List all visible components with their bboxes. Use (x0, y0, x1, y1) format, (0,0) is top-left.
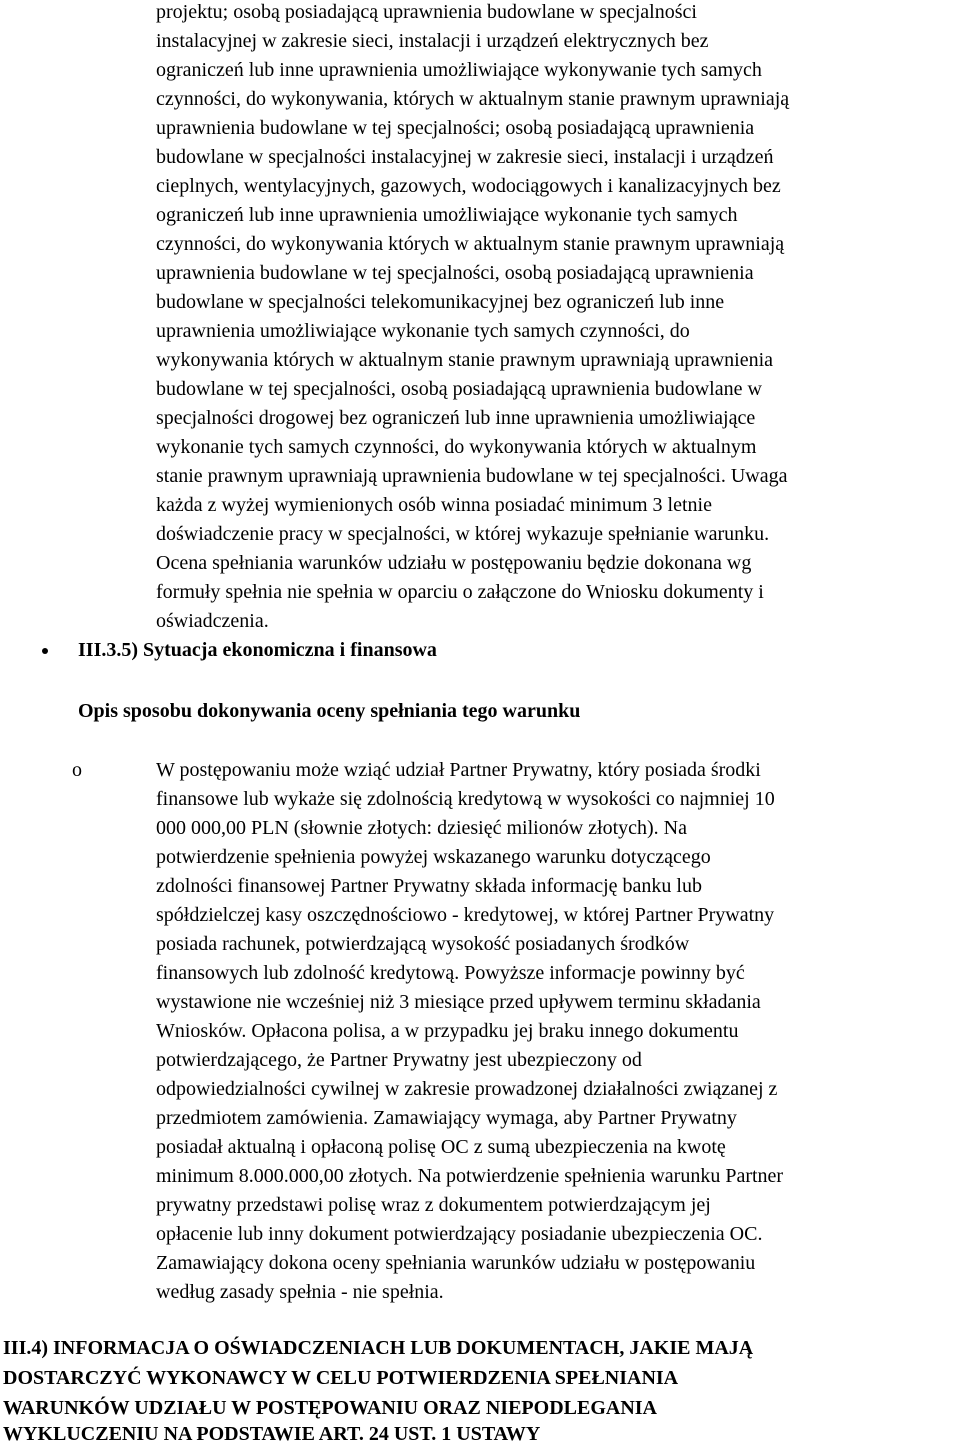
intro-line: formuły spełnia nie spełnia w oparciu o załączone do Wniosku dokumenty i (156, 581, 764, 603)
paragraph-line: posiada rachunek, potwierdzającą wysokość posiadanych środków (156, 933, 690, 955)
paragraph-line: Wniosków. Opłacona polisa, a w przypadku jej braku innego dokumentu (156, 1020, 739, 1042)
intro-line: ograniczeń lub inne uprawnienia umożliwiające wykonanie tych samych (156, 204, 738, 226)
intro-line: budowlane w tej specjalności, osobą posiadającą uprawnienia budowlane w (156, 378, 762, 400)
intro-line: wykonywania których w aktualnym stanie prawnym uprawniają uprawnienia (156, 349, 774, 371)
paragraph-line: minimum 8.000.000,00 złotych. Na potwierdzenie spełnienia warunku Partner (156, 1165, 784, 1187)
paragraph-line: potwierdzającego, że Partner Prywatny jest ubezpieczony od (156, 1049, 642, 1071)
intro-line: stanie prawnym uprawniają uprawnienia budowlane w tej specjalności. Uwaga (156, 465, 788, 487)
final-heading-line: DOSTARCZYĆ WYKONAWCY W CELU POTWIERDZENIA SPEŁNIANIA (3, 1367, 679, 1389)
final-heading-line: WYKLUCZENIU NA PODSTAWIE ART. 24 UST. 1 USTAWY (3, 1423, 541, 1445)
paragraph-line: zdolności finansowej Partner Prywatny składa informację banku lub (156, 875, 702, 897)
intro-line: uprawnienia budowlane w tej specjalności, osobą posiadającą uprawnienia (156, 262, 754, 284)
final-heading-line: WARUNKÓW UDZIAŁU W POSTĘPOWANIU ORAZ NIEPODLEGANIA (3, 1397, 657, 1419)
paragraph-line: potwierdzenie spełnienia powyżej wskazanego warunku dotyczącego (156, 846, 711, 868)
paragraph-line: finansowe lub wykaże się zdolnością kredytową w wysokości co najmniej 10 (156, 788, 775, 810)
intro-line: specjalności drogowej bez ograniczeń lub inne uprawnienia umożliwiające (156, 407, 756, 429)
intro-line: doświadczenie pracy w specjalności, w której wykazuje spełnianie warunku. (156, 523, 770, 545)
bullet-dot-icon (42, 648, 48, 654)
subheading: Opis sposobu dokonywania oceny spełniania tego warunku (78, 700, 581, 722)
paragraph-line: według zasady spełnia - nie spełnia. (156, 1281, 444, 1303)
section-heading: III.3.5) Sytuacja ekonomiczna i finansowa (78, 639, 437, 661)
paragraph-line: 000 000,00 PLN (słownie złotych: dziesięć milionów złotych). Na (156, 817, 688, 839)
intro-line: oświadczenia. (156, 610, 269, 632)
paragraph-line: odpowiedzialności cywilnej w zakresie prowadzonej działalności związanej z (156, 1078, 778, 1100)
intro-line: każda z wyżej wymienionych osób winna posiadać minimum 3 letnie (156, 494, 712, 516)
paragraph-line: Zamawiający dokona oceny spełniania warunków udziału w postępowaniu (156, 1252, 756, 1274)
intro-line: uprawnienia budowlane w tej specjalności; osobą posiadającą uprawnienia (156, 117, 755, 139)
intro-line: Ocena spełniania warunków udziału w postępowaniu będzie dokonana wg (156, 552, 752, 574)
intro-line: budowlane w specjalności telekomunikacyjnej bez ograniczeń lub inne (156, 291, 725, 313)
intro-line: ograniczeń lub inne uprawnienia umożliwiające wykonywanie tych samych (156, 59, 762, 81)
intro-line: czynności, do wykonywania których w aktualnym stanie prawnym uprawniają (156, 233, 785, 255)
paragraph-line: wystawione nie wcześniej niż 3 miesiące przed upływem terminu składania (156, 991, 761, 1013)
intro-line: wykonanie tych samych czynności, do wykonywania których w aktualnym (156, 436, 757, 458)
intro-line: instalacyjnej w zakresie sieci, instalacji i urządzeń elektrycznych bez (156, 30, 709, 52)
intro-line: uprawnienia umożliwiające wykonanie tych samych czynności, do (156, 320, 690, 342)
final-heading-line: III.4) INFORMACJA O OŚWIADCZENIACH LUB DOKUMENTACH, JAKIE MAJĄ (3, 1337, 754, 1359)
intro-line: budowlane w specjalności instalacyjnej w zakresie sieci, instalacji i urządzeń (156, 146, 774, 168)
paragraph-line: finansowych lub zdolność kredytową. Powyższe informacje powinny być (156, 962, 745, 984)
paragraph-line: prywatny przedstawi polisę wraz z dokumentem potwierdzającym jej (156, 1194, 711, 1216)
intro-line: czynności, do wykonywania, których w aktualnym stanie prawnym uprawniają (156, 88, 790, 110)
paragraph-line: przedmiotem zamówienia. Zamawiający wymaga, aby Partner Prywatny (156, 1107, 737, 1129)
paragraph-line: posiadał aktualną i opłaconą polisę OC z sumą ubezpieczenia na kwotę (156, 1136, 726, 1158)
intro-line: cieplnych, wentylacyjnych, gazowych, wodociągowych i kanalizacyjnych bez (156, 175, 781, 197)
paragraph-line: spółdzielczej kasy oszczędnościowo - kredytowej, w której Partner Prywatny (156, 904, 775, 926)
hollow-bullet-icon: o (72, 759, 82, 781)
paragraph-line: W postępowaniu może wziąć udział Partner Prywatny, który posiada środki (156, 759, 761, 781)
paragraph-line: opłacenie lub inny dokument potwierdzający posiadanie ubezpieczenia OC. (156, 1223, 763, 1245)
intro-line: projektu; osobą posiadającą uprawnienia budowlane w specjalności (156, 1, 697, 23)
